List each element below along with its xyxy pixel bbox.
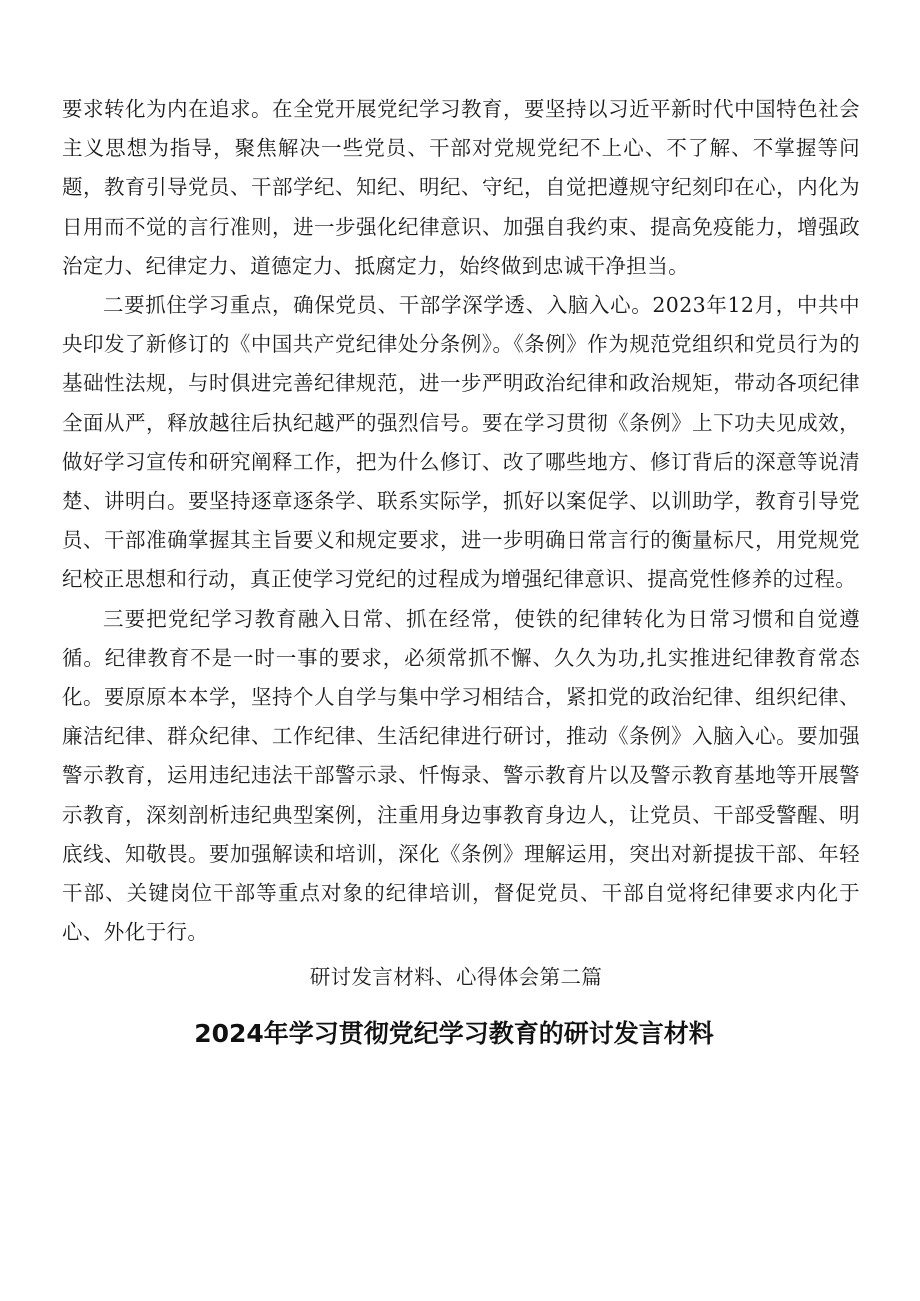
body-paragraph-1: 要求转化为内在追求。在全党开展党纪学习教育，要坚持以习近平新时代中国特色社会主义思想为指导，聚焦解决一些党员、干部对党规党纪不上心、不了解、不掌握等问题，教育引导党员、干部学纪、知纪、明纪、守纪，自觉把遵规守纪刻印在心，内化为日用而不觉的言行准则，进一步强化纪律意识、加强自我约束、提高免疫能力，增强政治定力、纪律定力、道德定力、抵腐定力，始终做到忠诚干净担当。 [62,97,860,278]
document-title: 2024年学习贯彻党纪学习教育的研讨发言材料 [194,1018,714,1048]
body-paragraph-3: 三要把党纪学习教育融入日常、抓在经常，使铁的纪律转化为日常习惯和自觉遵循。纪律教育不是一时一事的要求，必须常抓不懈、久久为功,扎实推进纪律教育常态化。要原原本本学，坚持个人自学与集中学习相结合，紧扣党的政治纪律、组织纪律、廉洁纪律、群众纪律、工作纪律、生活纪律进行研讨，推动《条例》入脑入心。要加强警示教育，运用违纪违法干部警示录、忏悔录、警示教育片以及警示教育基地等开展警示教育，深刻剖析违纪典型案例，注重用身边事教育身边人，让党员、干部受警醒、明底线、知敬畏。要加强解读和培训，深化《条例》理解运用，突出对新提拔干部、年轻干部、关键岗位干部等重点对象的纪律培训，督促党员、干部自觉将纪律要求内化于心、外化于行。 [62,606,860,945]
section-label: 研讨发言材料、心得体会第二篇 [309,965,603,990]
body-paragraph-2: 二要抓住学习重点，确保党员、干部学深学透、入脑入心。2023年12月，中共中央印发了新修订的《中国共产党纪律处分条例》。《条例》作为规范党组织和党员行为的基础性法规，与时俱进完善纪律规范，进一步严明政治纪律和政治规矩，带动各项纪律全面从严，释放越往后执纪越严的强烈信号。要在学习贯彻《条例》上下功夫见成效，做好学习宣传和研究阐释工作，把为什么修订、改了哪些地方、修订背后的深意等说清楚、讲明白。要坚持逐章逐条学、联系实际学，抓好以案促学、以训助学，教育引导党员、干部准确掌握其主旨要义和规定要求，进一步明确日常言行的衡量标尺，用党规党纪校正思想和行动，真正使学习党纪的过程成为增强纪律意识、提高党性修养的过程。 [62,293,860,592]
